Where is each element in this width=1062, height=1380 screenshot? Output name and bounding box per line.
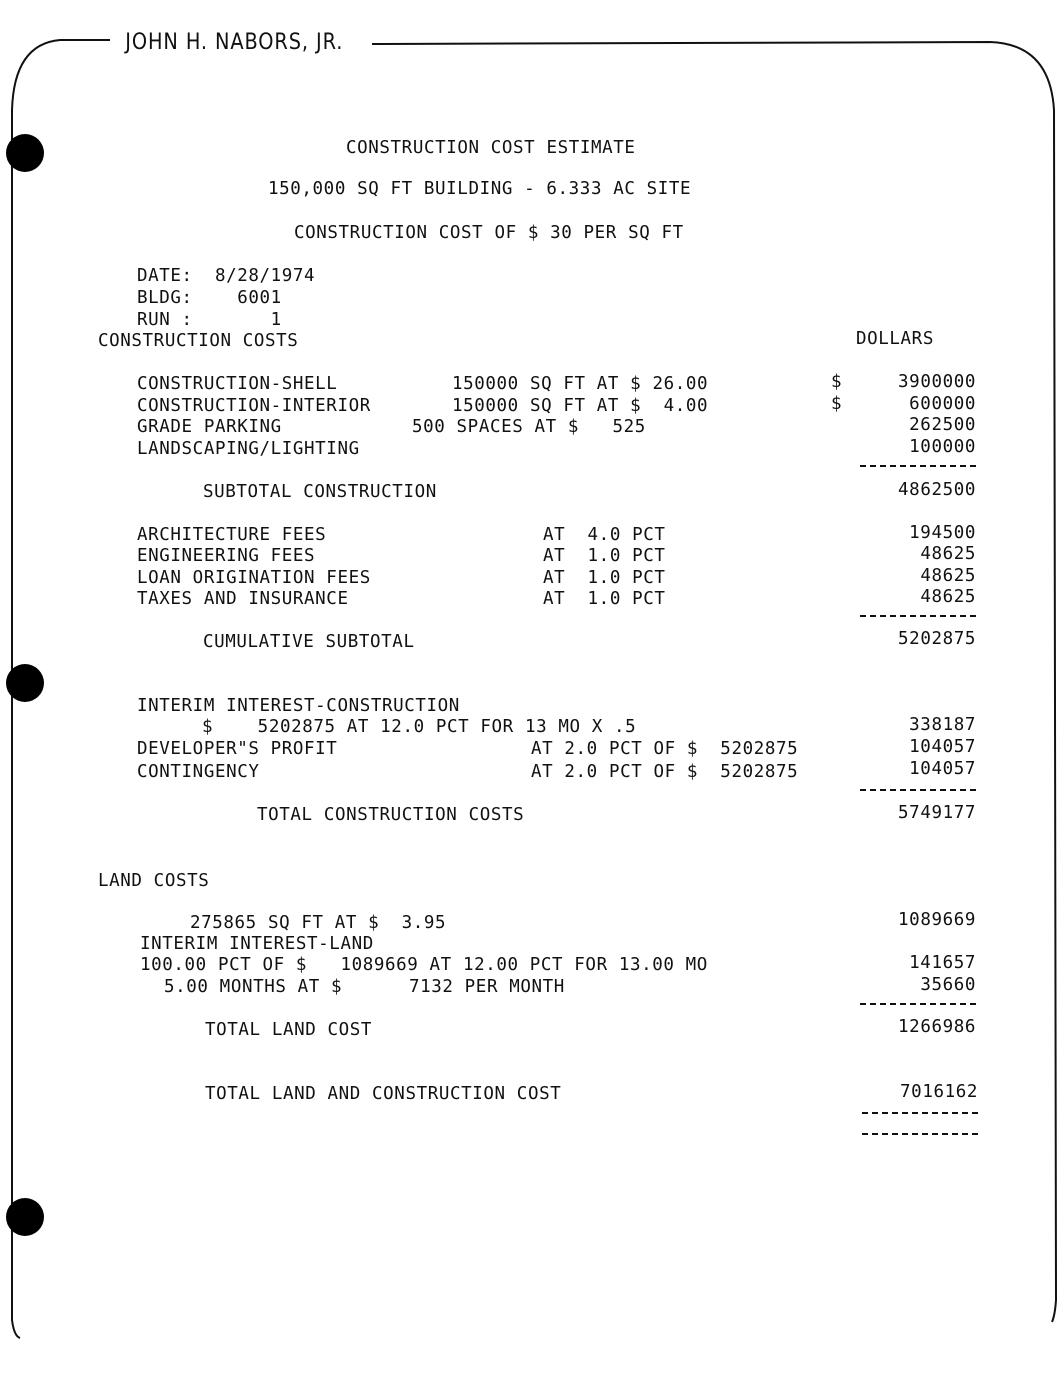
cumulative-rule — [860, 615, 976, 617]
line-item-detail: 150000 SQ FT AT $ 26.00 — [452, 374, 709, 394]
binder-hole — [6, 134, 44, 172]
fee-rate: AT 1.0 PCT — [543, 589, 666, 609]
report-subtitle: 150,000 SQ FT BUILDING - 6.333 AC SITE — [268, 179, 692, 199]
land-area-line: 275865 SQ FT AT $ 3.95 — [190, 913, 447, 933]
run-line: RUN : 1 — [137, 310, 282, 330]
line-item-detail: 150000 SQ FT AT $ 4.00 — [452, 396, 709, 416]
dollar-sign: $ — [831, 372, 843, 392]
profit-detail: AT 2.0 PCT OF $ 5202875 — [531, 739, 799, 759]
interim-land-label: INTERIM INTEREST-LAND — [140, 934, 374, 954]
line-item-desc: CONSTRUCTION-INTERIOR — [137, 396, 371, 416]
grand-total-amount: 7016162 — [900, 1082, 978, 1102]
report-title: CONSTRUCTION COST ESTIMATE — [346, 138, 636, 158]
fee-desc: ARCHITECTURE FEES — [137, 525, 327, 545]
line-item-detail: 500 SPACES AT $ 525 — [412, 417, 646, 437]
interim-construction-label: INTERIM INTEREST-CONSTRUCTION — [137, 696, 460, 716]
land-area-amount: 1089669 — [898, 910, 976, 930]
monthly-carry-amount: 35660 — [920, 975, 976, 995]
dollar-sign: $ — [831, 394, 843, 414]
contingency-desc: CONTINGENCY — [137, 762, 260, 782]
contingency-detail: AT 2.0 PCT OF $ 5202875 — [531, 762, 799, 782]
subtotal-label: SUBTOTAL CONSTRUCTION — [203, 482, 437, 502]
total-land-label: TOTAL LAND COST — [205, 1020, 373, 1040]
line-item-amount: 3900000 — [898, 372, 976, 392]
total-land-amount: 1266986 — [898, 1017, 976, 1037]
grand-total-rule — [862, 1133, 978, 1135]
line-item-desc: LANDSCAPING/LIGHTING — [137, 439, 360, 459]
grand-total-rule — [862, 1112, 978, 1114]
fee-amount: 48625 — [920, 587, 976, 607]
grand-total-label: TOTAL LAND AND CONSTRUCTION COST — [205, 1084, 562, 1104]
fee-rate: AT 4.0 PCT — [543, 525, 666, 545]
binder-hole — [6, 1198, 44, 1236]
author-name: JOHN H. NABORS, JR. — [120, 30, 349, 55]
fee-rate: AT 1.0 PCT — [543, 546, 666, 566]
contingency-amount: 104057 — [909, 759, 976, 779]
profit-desc: DEVELOPER"S PROFIT — [137, 739, 338, 759]
line-item-amount: 262500 — [909, 415, 976, 435]
subtotal-amount: 4862500 — [898, 480, 976, 500]
total-construction-rule — [860, 789, 976, 791]
subtotal-rule — [860, 465, 976, 467]
monthly-carry-line: 5.00 MONTHS AT $ 7132 PER MONTH — [164, 977, 565, 997]
binder-hole — [6, 664, 44, 702]
cumulative-label: CUMULATIVE SUBTOTAL — [203, 632, 415, 652]
fee-rate: AT 1.0 PCT — [543, 568, 666, 588]
interim-construction-detail: $ 5202875 AT 12.0 PCT FOR 13 MO X .5 — [202, 717, 637, 737]
fee-desc: TAXES AND INSURANCE — [137, 589, 349, 609]
line-item-amount: 100000 — [909, 437, 976, 457]
section-heading-land: LAND COSTS — [98, 871, 210, 891]
total-construction-amount: 5749177 — [898, 803, 976, 823]
line-item-desc: GRADE PARKING — [137, 417, 282, 437]
cumulative-amount: 5202875 — [898, 629, 976, 649]
fee-amount: 194500 — [909, 523, 976, 543]
interim-construction-amount: 338187 — [909, 715, 976, 735]
interim-land-detail: 100.00 PCT OF $ 1089669 AT 12.00 PCT FOR 13.00 MO — [140, 955, 708, 975]
line-item-desc: CONSTRUCTION-SHELL — [137, 374, 338, 394]
profit-amount: 104057 — [909, 737, 976, 757]
report-cost-basis: CONSTRUCTION COST OF $ 30 PER SQ FT — [294, 223, 684, 243]
fee-desc: ENGINEERING FEES — [137, 546, 316, 566]
interim-land-amount: 141657 — [909, 953, 976, 973]
dollars-label: DOLLARS — [856, 329, 934, 349]
bldg-line: BLDG: 6001 — [137, 288, 282, 308]
fee-amount: 48625 — [920, 544, 976, 564]
date-line: DATE: 8/28/1974 — [137, 266, 316, 286]
fee-amount: 48625 — [920, 566, 976, 586]
total-construction-label: TOTAL CONSTRUCTION COSTS — [257, 805, 525, 825]
fee-desc: LOAN ORIGINATION FEES — [137, 568, 371, 588]
line-item-amount: 600000 — [909, 394, 976, 414]
total-land-rule — [860, 1003, 976, 1005]
section-heading-construction: CONSTRUCTION COSTS — [98, 331, 299, 351]
